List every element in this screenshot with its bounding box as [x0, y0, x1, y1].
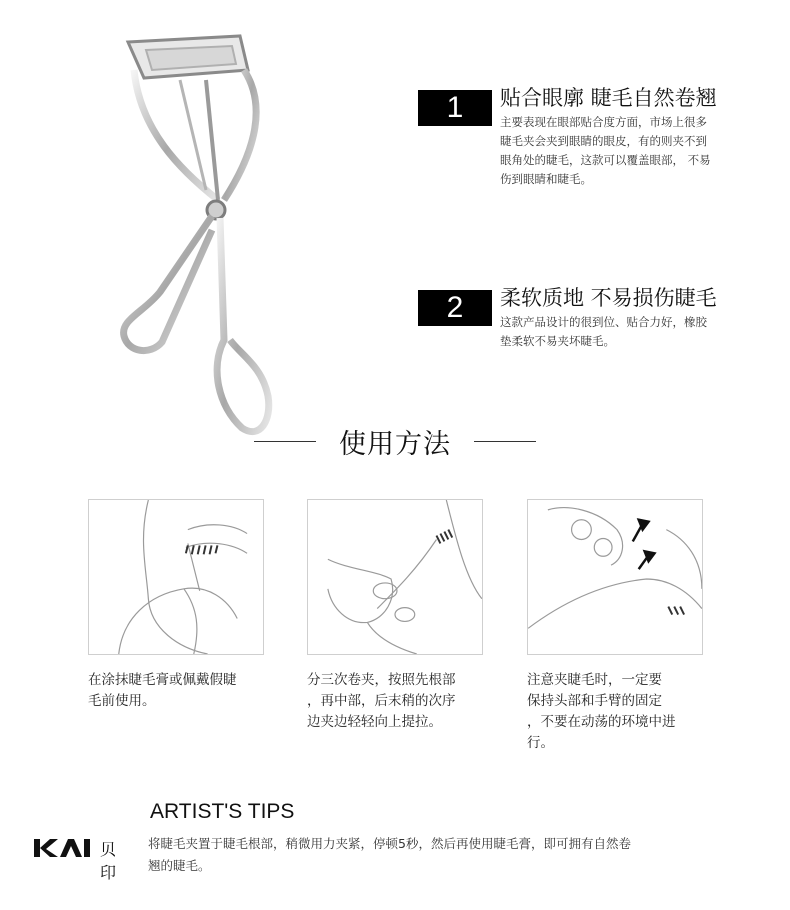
- usage-illustration-icon: [89, 500, 263, 654]
- tips-title: ARTIST'S TIPS: [150, 800, 295, 823]
- step-1-text: 在涂抹睫毛膏或佩戴假睫 毛前使用。: [88, 672, 237, 709]
- feature-number: 1: [418, 90, 492, 126]
- feature-number: 2: [418, 290, 492, 326]
- kai-logo-icon: [34, 837, 94, 859]
- step-2-text: 分三次卷夹，按照先根部 ，再中部，后末稍的次序 边夹边轻轻向上提拉。: [307, 672, 456, 730]
- feature-title: 贴合眼廓 睫毛自然卷翘: [500, 86, 717, 110]
- feature-title: 柔软质地 不易损伤睫毛: [500, 286, 717, 310]
- usage-section-title: [0, 422, 790, 461]
- usage-title: 使用方法: [339, 429, 451, 460]
- brand-logo: [34, 837, 117, 882]
- tips-text: 将睫毛夹置于睫毛根部，稍微用力夹紧，停顿5秒，然后再使用睫毛膏，即可拥有自然卷 翘的睫毛。: [148, 836, 631, 873]
- step-1-image: [88, 499, 264, 655]
- step-2-image: [307, 499, 483, 655]
- feature-description: 主要表现在眼部贴合度方面，市场上很多 睫毛夹会夹到眼睛的眼皮，有的则夹不到 眼角处的睫毛，这款可以覆盖眼部， 不易 伤到眼睛和睫毛。: [500, 115, 711, 186]
- brand-name: 贝印: [100, 840, 117, 882]
- title-divider-left: [254, 441, 316, 442]
- step-3-text: 注意夹睫毛时，一定要 保持头部和手臂的固定 ，不要在动荡的环境中进 行。: [527, 672, 676, 751]
- title-divider-right: [474, 441, 536, 442]
- eyelash-curler-icon: [100, 30, 300, 450]
- feature-description: 这款产品设计的很到位、贴合力好，橡胶 垫柔软不易夹坏睫毛。: [500, 315, 707, 348]
- step-3-image: [527, 499, 703, 655]
